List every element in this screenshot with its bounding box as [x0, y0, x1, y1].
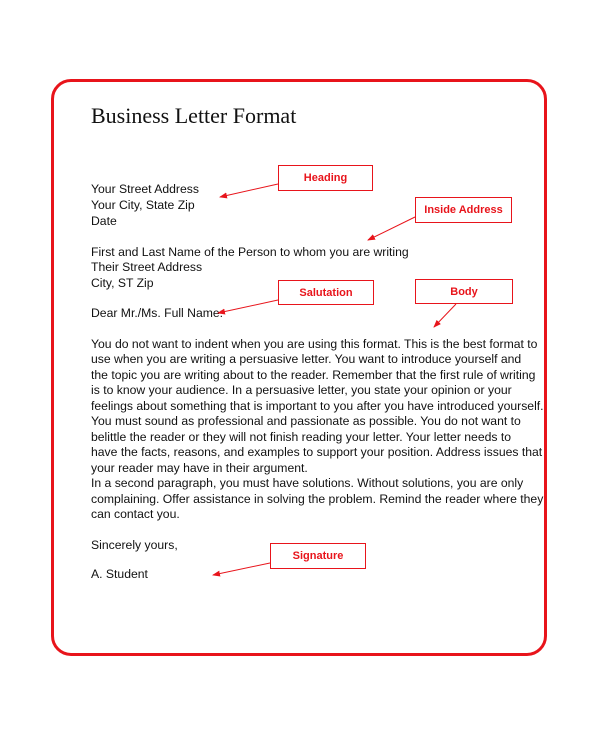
- signature-arrow: [213, 563, 270, 575]
- salutation-arrow: [218, 300, 278, 313]
- inside-address-arrow: [368, 217, 415, 240]
- heading-arrow: [220, 184, 278, 197]
- body-line: In a second paragraph, you must have solutions. Without solutions, you are only: [91, 476, 524, 490]
- body-line: is to know your audience. In a persuasive letter, you state your opinion or your: [91, 383, 512, 397]
- body-line: belittle the reader or they will not finish reading your letter. Your letter needs to: [91, 430, 512, 444]
- inside-address-city: City, ST Zip: [91, 276, 154, 290]
- closing-text: Sincerely yours,: [91, 538, 178, 552]
- body-line: the topic you are writing about to the reader. Remember that the first rule of writing: [91, 368, 536, 382]
- body-line: use when you are writing a persuasive letter. You want to introduce yourself and: [91, 352, 522, 366]
- heading-street: Your Street Address: [91, 182, 199, 196]
- page-title: Business Letter Format: [91, 103, 297, 128]
- inside-address-name: First and Last Name of the Person to whom you are writing: [91, 245, 409, 259]
- body-label: Body: [415, 279, 513, 304]
- body-line: have the facts, reasons, and examples to support your position. Address issues that: [91, 445, 543, 459]
- heading-city: Your City, State Zip: [91, 198, 195, 212]
- signature-label: Signature: [270, 543, 366, 569]
- salutation-label: Salutation: [278, 280, 374, 305]
- heading-label: Heading: [278, 165, 373, 191]
- body-line: You do not want to indent when you are using this format. This is the best format to: [91, 337, 538, 351]
- inside-address-label: Inside Address: [415, 197, 512, 223]
- body-line: your reader may have in their argument.: [91, 461, 308, 475]
- inside-address-street: Their Street Address: [91, 260, 203, 274]
- heading-date: Date: [91, 214, 117, 228]
- body-line: complaining. Offer assistance in solving the problem. Remind the reader where they: [91, 492, 544, 506]
- body-line: feelings about something that is important to you after you have introduced yourself.: [91, 399, 544, 413]
- body-line: can contact you.: [91, 507, 180, 521]
- salutation-text: Dear Mr./Ms. Full Name:: [91, 306, 224, 320]
- body-line: You must sound as professional and passionate as possible. You do not want to: [91, 414, 521, 428]
- body-arrow: [434, 304, 456, 327]
- signature-text: A. Student: [91, 567, 148, 581]
